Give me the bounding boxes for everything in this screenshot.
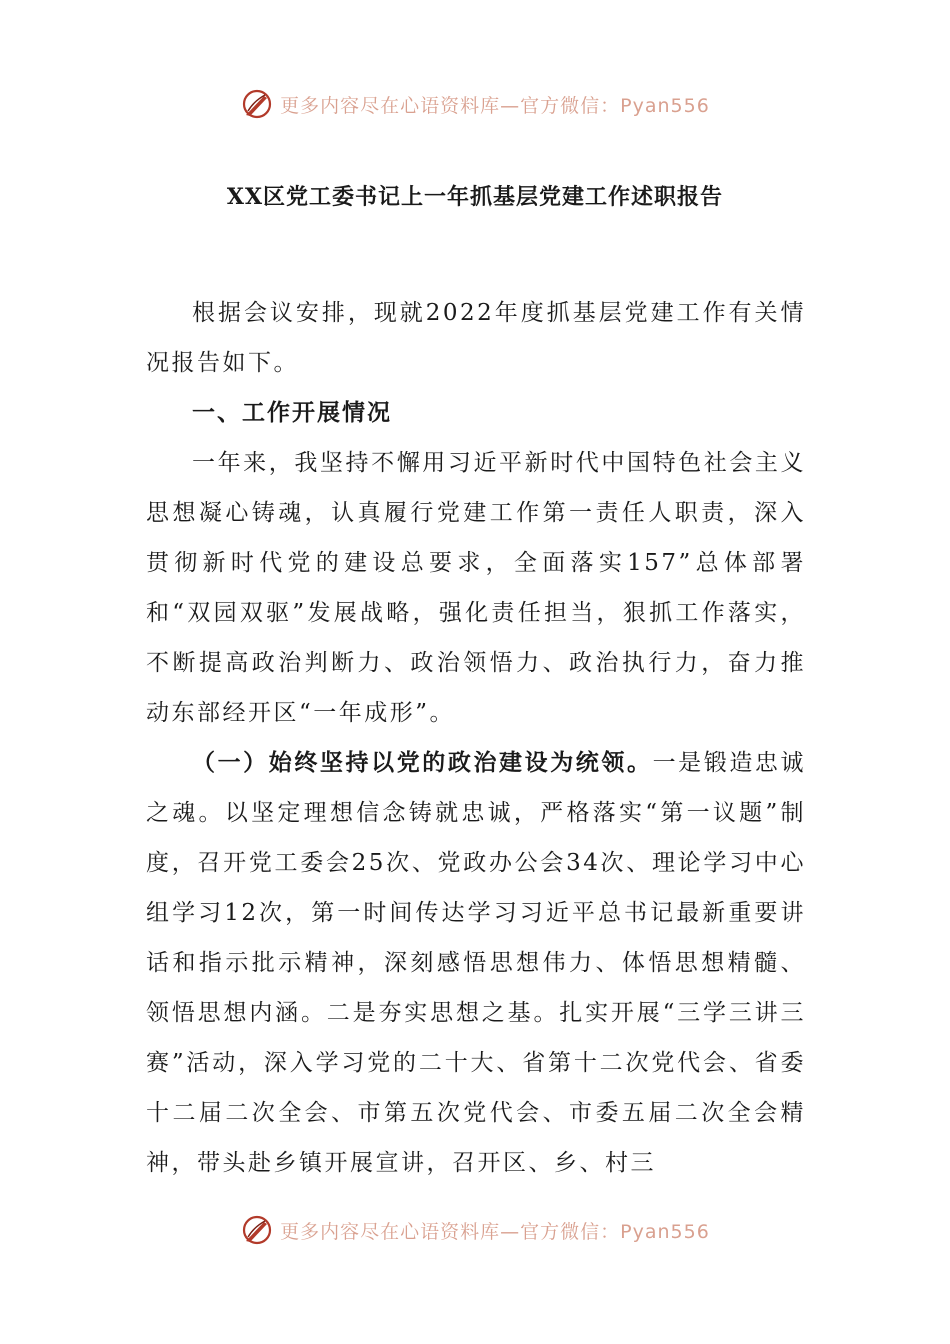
watermark-footer xyxy=(0,1210,950,1250)
document-body xyxy=(146,288,806,1188)
watermark-text: 更多内容尽在心语资料库—官方微信：Pyan556 xyxy=(280,94,710,117)
watermark-text: 更多内容尽在心语资料库—官方微信：Pyan556 xyxy=(280,1220,710,1243)
intro-paragraph: 根据会议安排，现就2022年度抓基层党建工作有关情况报告如下。 xyxy=(146,300,806,376)
subsection-paragraph xyxy=(146,738,806,1188)
document-title: XX区党工委书记上一年抓基层党建工作述职报告 xyxy=(226,184,724,210)
quill-logo-icon xyxy=(240,1213,274,1247)
watermark-header xyxy=(0,84,950,124)
section-paragraph: 一年来，我坚持不懈用习近平新时代中国特色社会主义思想凝心铸魂，认真履行党建工作第一责任人职责，深入贯彻新时代党的建设总要求，全面落实157”总体部署和“双园双驱”发展战略，强化责任担当，狠抓工作落实，不断提高政治判断力、政治领悟力、政治执行力，奋力推动东部经开区“一年成形”。 xyxy=(146,450,806,726)
section-heading: 一、工作开展情况 xyxy=(192,399,392,426)
subsection-body: 一是锻造忠诚之魂。以坚定理想信念铸就忠诚，严格落实“第一议题”制度，召开党工委会25次、党政办公会34次、理论学习中心组学习12次，第一时间传达学习习近平总书记最新重要讲话和指示批示精神，深刻感悟思想伟力、体悟思想精髓、领悟思想内涵。二是夯实思想之基。扎实开展“三学三讲三赛”活动，深入学习党的二十大、省第十二次党代会、省委十二届二次全会、市第五次党代会、市委五届二次全会精神，带头赴乡镇开展宣讲，召开区、乡、村三 xyxy=(146,750,807,1176)
subsection-lead: （一）始终坚持以党的政治建设为统领。 xyxy=(192,749,653,776)
quill-logo-icon xyxy=(240,87,274,121)
